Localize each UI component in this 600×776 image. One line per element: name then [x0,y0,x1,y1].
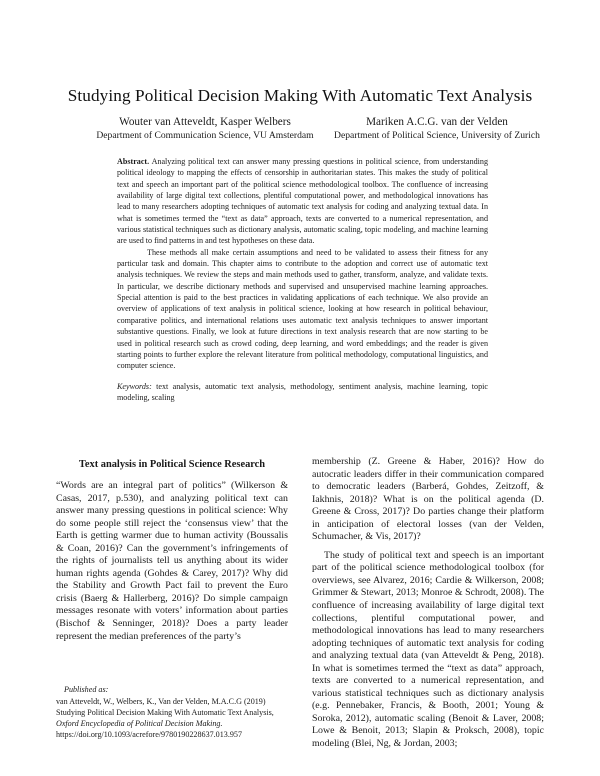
abstract-paragraph: These methods all make certain assumptions and need to be validated to assess their fitness for any particular task and domain. This chapter aims to contribute to the adoption and correct use of automatic text analysis techniques. We review the steps and main methods used to gather, transform, analyze, and validate texts. In particular, we describe dictionary methods and supervised and unsupervised machine learning approaches. Special attention is paid to the best practices in validating applications of each technique. We also provide an overview of applications of text analysis in political science, looking at how research in political behaviour, comparative politics, and international relations uses automatic text analysis techniques to answer important substantive questions. Finally, we look at future directions in text analysis research that are now starting to be used in political research such as crowd coding, deep learning, and word embeddings; and the reader is given starting points to further explore the relevant literature from political methodology, computational linguistics, and computer science. [117,247,488,371]
body-paragraph: “Words are an integral part of politics” (Wilkerson & Casas, 2017, p.530), and analyzing political text can answer many pressing questions in political science: Why do some people still reject the ‘consensus view’ that the Earth is getting warmer due to human activity (Boussalis & Coan, 2016)? Can the government’s infringements of the rights of journalists tell us anything about its wider human rights agenda (Gohdes & Carey, 2017)? Why did the Stability and Growth Pact fail to prevent the Euro crisis (Baerg & Hallerberg, 2016)? Do simple campaign messages resonate with voters’ information about parties (Bischof & Senninger, 2018)? Does a party leader represent the median preferences of the party’s [56,480,288,642]
body-paragraph: membership (Z. Greene & Haber, 2016)? How do autocratic leaders differ in their communication compared to democratic leaders (Barberá, Gohdes, Zeitzoff, & Iakhnis, 2018)? What is on the political agenda (D. Greene & Cross, 2017)? Do parties change their platform in anticipation of electoral losses (van der Velden, Schumacher, & Vis, 2017)? [312,456,544,543]
citation-text: van Atteveldt, W., Welbers, K., Van der Velden, M.A.C.G (2019) Studying Political Decision Making With Automatic Text Analysis, [56,697,274,717]
abstract-paragraph [117,156,488,247]
doi-link[interactable]: https://doi.org/10.1093/acrefore/9780190228637.013.957 [56,730,242,739]
keywords-label: Keywords: [117,382,152,391]
publication-note [56,684,288,740]
paper-title: Studying Political Decision Making With Automatic Text Analysis [67,86,533,105]
published-label: Published as: [64,685,109,694]
author-affiliation: Department of Communication Science, VU Amsterdam [96,130,314,141]
body-paragraph: The study of political text and speech is an important part of the political science methodological toolbox (for overviews, see Alvarez, 2016; Cardie & Wilkerson, 2008; Grimmer & Stewart, 2013; Monroe & Schrodt, 2008). The confluence of increasing availability of large digital text collections, plentiful computational power, and methodological innovations has lead to many researchers adopting techniques of automatic text analysis for coding and analyzing textual data (van Atteveldt & Peng, 2018). In what is sometimes termed the “text as data” approach, texts are converted to a numerical representation, and various statistical techniques such as dictionary analysis (e.g. Pennebaker, Francis, & Booth, 2001; Young & Soroka, 2012), automatic scaling (Benoit & Laver, 2008; Lowe & Benoit, 2013; Slapin & Proksch, 2008), topic modeling (Blei, Ng, & Jordan, 2003; [312,549,544,750]
keywords-text: text analysis, automatic text analysis, methodology, sentiment analysis, machine learning, topic modeling, scaling [117,382,488,403]
author-block-left [74,116,336,142]
abstract-text: Analyzing political text can answer many pressing questions in political science, from understanding political ideology to mapping the effects of censorship in authoritarian states. This makes the study of political text and speech an important part of the political science methodological toolbox. The confluence of increasing availability of large digital text collections, plentiful computational power, and methodological innovations has lead to many researchers adopting techniques of automatic text analysis for coding and analyzing textual data. In what is sometimes termed the “text as data” approach, texts are converted to a numerical representation, and various statistical techniques such as dictionary analysis, automatic scaling, topic modeling, and machine learning are used to find patterns in and test hypotheses on these data. [117,157,489,246]
abstract-label: Abstract. [117,157,150,166]
section-heading: Text analysis in Political Science Research [78,459,266,470]
keywords [117,381,488,404]
author-names: Mariken A.C.G. van der Velden [366,116,508,128]
author-names: Wouter van Atteveldt, Kasper Welbers [119,116,291,128]
author-affiliation: Department of Political Science, University of Zurich [334,130,540,141]
right-column [312,456,544,751]
abstract [117,156,488,372]
journal-name: Oxford Encyclopedia of Political Decision Making. [56,719,223,728]
author-block-right [306,116,568,142]
